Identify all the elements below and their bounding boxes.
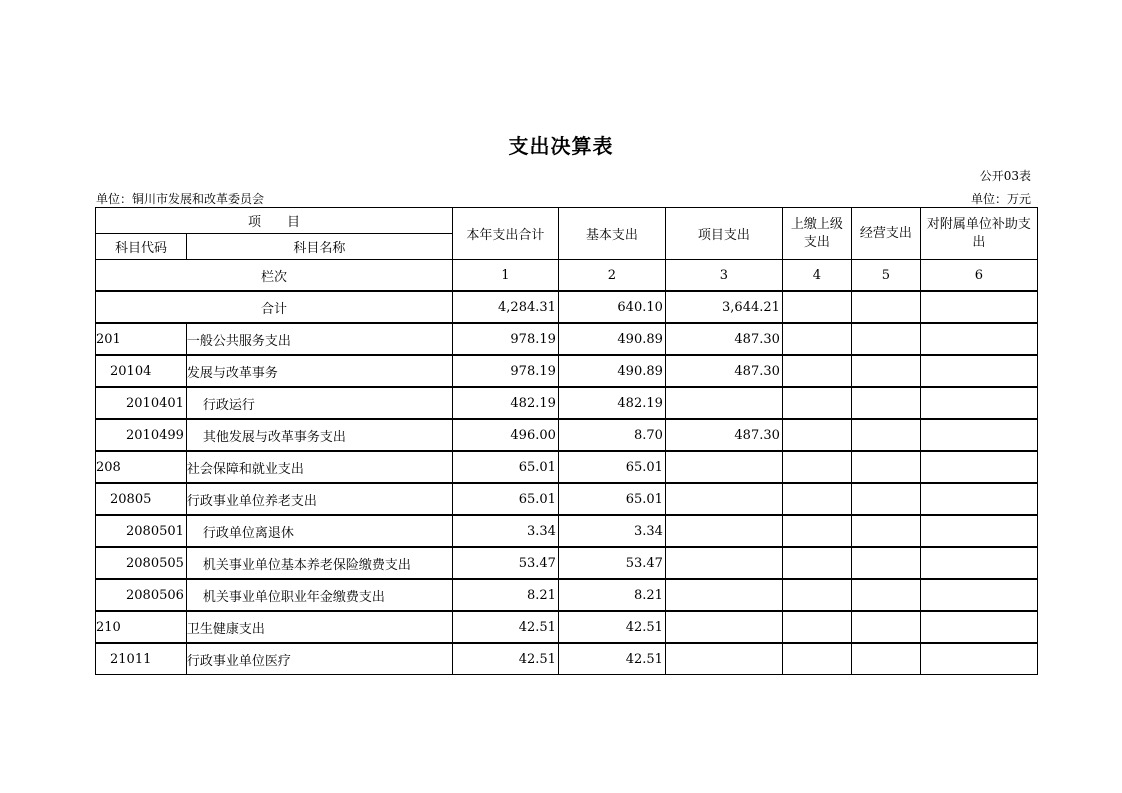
cell-code: 21011: [96, 643, 187, 675]
cell-upper: [782, 515, 851, 547]
cell-code: 20104: [96, 355, 187, 387]
cell-project: 487.30: [665, 419, 782, 451]
cell-basic: 42.51: [558, 643, 665, 675]
cell-total: 65.01: [452, 483, 558, 515]
cell-name: 行政事业单位医疗: [186, 643, 452, 675]
cell-total: 3.34: [452, 515, 558, 547]
cell-name: 发展与改革事务: [186, 355, 452, 387]
cell-subsidy: [920, 387, 1037, 419]
cell-upper: [782, 323, 851, 355]
cell-code: 201: [96, 323, 187, 355]
cell-name: 行政运行: [186, 387, 452, 419]
cell-upper: [782, 483, 851, 515]
cell-project: [665, 451, 782, 483]
cell-code: 2080505: [96, 547, 187, 579]
cell-project: 487.30: [665, 323, 782, 355]
cell-basic: 65.01: [558, 451, 665, 483]
cell-project: [665, 643, 782, 675]
cell-basic: 65.01: [558, 483, 665, 515]
cell-upper: [782, 611, 851, 643]
cell-upper: [782, 387, 851, 419]
cell-subsidy: [920, 355, 1037, 387]
cell-code: 2010499: [96, 419, 187, 451]
header-subsidy: 对附属单位补助支出: [920, 208, 1037, 260]
table-row: [96, 515, 1038, 547]
cell-basic: 8.70: [558, 419, 665, 451]
table-row: [96, 547, 1038, 579]
table-row: [96, 323, 1038, 355]
cell-upper: [782, 355, 851, 387]
cell-name: 卫生健康支出: [186, 611, 452, 643]
header-item: 项 目: [96, 208, 453, 234]
cell-subsidy: [920, 643, 1037, 675]
cell-subsidy: [920, 547, 1037, 579]
cell-project: [665, 483, 782, 515]
cell-business: [851, 643, 920, 675]
cell-business: [851, 451, 920, 483]
cell-business: [851, 355, 920, 387]
total-row: [96, 291, 1038, 323]
cell-total: 53.47: [452, 547, 558, 579]
cell-basic: 53.47: [558, 547, 665, 579]
cell-name: 行政单位离退休: [186, 515, 452, 547]
cell-code: 20805: [96, 483, 187, 515]
cell-code: 208: [96, 451, 187, 483]
cell-subsidy: [920, 515, 1037, 547]
cell-business: [851, 483, 920, 515]
cell-subsidy: [920, 483, 1037, 515]
cell-name: 一般公共服务支出: [186, 323, 452, 355]
cell-business: [851, 547, 920, 579]
cell-subsidy: [920, 419, 1037, 451]
cell-total: 978.19: [452, 355, 558, 387]
cell-subsidy: [920, 579, 1037, 611]
cell-name: 机关事业单位基本养老保险缴费支出: [186, 547, 452, 579]
reporting-unit: 单位：铜川市发展和改革委员会: [96, 192, 265, 206]
cell-upper: [782, 643, 851, 675]
cell-code: 2080506: [96, 579, 187, 611]
cell-subsidy: [920, 291, 1037, 323]
table-code: 公开03表: [979, 169, 1031, 183]
cell-code: 2080501: [96, 515, 187, 547]
cell-name: 其他发展与改革事务支出: [186, 419, 452, 451]
cell-total: 496.00: [452, 419, 558, 451]
cell-business: [851, 611, 920, 643]
cell-business: [851, 291, 920, 323]
header-project: 项目支出: [665, 208, 782, 260]
table-row: [96, 643, 1038, 675]
cell-basic: 42.51: [558, 611, 665, 643]
header-subject-code: 科目代码: [96, 234, 187, 260]
header-row: [96, 208, 1038, 234]
header-upper: 上缴上级支出: [782, 208, 851, 260]
cell-business: [851, 323, 920, 355]
table-row: [96, 579, 1038, 611]
cell-project: 487.30: [665, 355, 782, 387]
cell-upper: [782, 547, 851, 579]
cell-basic: 3.34: [558, 515, 665, 547]
column-number: 4: [782, 260, 851, 292]
cell-basic: 8.21: [558, 579, 665, 611]
table-row: [96, 611, 1038, 643]
cell-project: [665, 547, 782, 579]
cell-total: 482.19: [452, 387, 558, 419]
cell-basic: 490.89: [558, 355, 665, 387]
column-label: 栏次: [96, 260, 453, 292]
cell-total: 8.21: [452, 579, 558, 611]
cell-project: 3,644.21: [665, 291, 782, 323]
table-row: [96, 451, 1038, 483]
column-number: 1: [452, 260, 558, 292]
cell-project: [665, 611, 782, 643]
cell-upper: [782, 419, 851, 451]
cell-name: 机关事业单位职业年金缴费支出: [186, 579, 452, 611]
cell-basic: 640.10: [558, 291, 665, 323]
column-number: 3: [665, 260, 782, 292]
total-label: 合计: [96, 291, 453, 323]
column-number-row: [96, 260, 1038, 292]
header-total: 本年支出合计: [452, 208, 558, 260]
cell-business: [851, 387, 920, 419]
cell-business: [851, 515, 920, 547]
expenditure-table: [95, 207, 1038, 675]
cell-upper: [782, 291, 851, 323]
header-business: 经营支出: [851, 208, 920, 260]
cell-upper: [782, 451, 851, 483]
cell-code: 210: [96, 611, 187, 643]
page-title: 支出决算表: [508, 134, 614, 158]
column-number: 2: [558, 260, 665, 292]
currency-unit: 单位：万元: [970, 192, 1031, 206]
cell-code: 2010401: [96, 387, 187, 419]
cell-name: 社会保障和就业支出: [186, 451, 452, 483]
cell-total: 978.19: [452, 323, 558, 355]
cell-total: 42.51: [452, 611, 558, 643]
table-row: [96, 387, 1038, 419]
cell-subsidy: [920, 323, 1037, 355]
column-number: 5: [851, 260, 920, 292]
cell-total: 65.01: [452, 451, 558, 483]
cell-subsidy: [920, 451, 1037, 483]
cell-basic: 490.89: [558, 323, 665, 355]
cell-total: 42.51: [452, 643, 558, 675]
table-row: [96, 483, 1038, 515]
cell-basic: 482.19: [558, 387, 665, 419]
cell-subsidy: [920, 611, 1037, 643]
header-subject-name: 科目名称: [186, 234, 452, 260]
cell-project: [665, 387, 782, 419]
column-number: 6: [920, 260, 1037, 292]
cell-business: [851, 579, 920, 611]
table-row: [96, 419, 1038, 451]
header-basic: 基本支出: [558, 208, 665, 260]
cell-name: 行政事业单位养老支出: [186, 483, 452, 515]
cell-upper: [782, 579, 851, 611]
cell-business: [851, 419, 920, 451]
cell-project: [665, 515, 782, 547]
cell-total: 4,284.31: [452, 291, 558, 323]
table-row: [96, 355, 1038, 387]
cell-project: [665, 579, 782, 611]
